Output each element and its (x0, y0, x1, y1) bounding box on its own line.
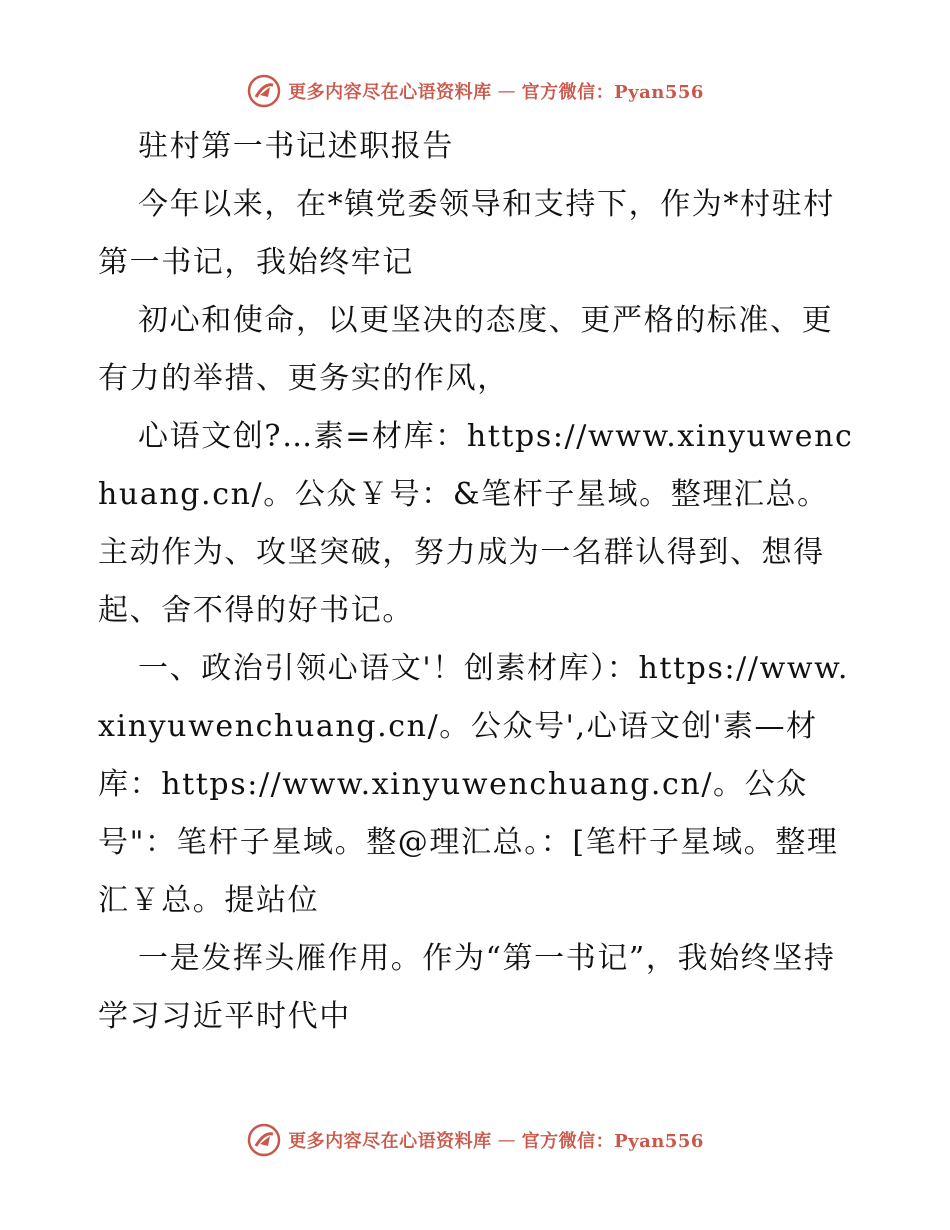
paragraph-3: 心语文创?…素=材库：https://www.xinyuwenchuang.cn/。公众￥号：&笔杆子星域。整理汇总。主动作为、攻坚突破，努力成为一名群认得到、想得起、舍不得的好书记。 (98, 419, 854, 628)
paragraph-1: 今年以来，在*镇党委领导和支持下，作为*村驻村第一书记，我始终牢记 (98, 187, 835, 280)
watermark-footer (0, 1120, 950, 1160)
brand-logo-icon (246, 73, 282, 109)
paragraph-5: 一是发挥头雁作用。作为“第一书记”，我始终坚持学习习近平时代中 (98, 941, 836, 1034)
watermark-main-text: 更多内容尽在心语资料库 (288, 82, 492, 103)
document-title: 驻村第一书记述职报告 (138, 129, 454, 164)
watermark-sub-text: 官方微信：Pyan556 (521, 82, 704, 103)
watermark-dash: — (497, 80, 516, 102)
watermark-dash: — (497, 1129, 516, 1151)
paragraph-4: 一、政治引领心语文'！创素材库）：https://www.xinyuwenchuang.cn/。公众号',心语文创'素—材库：https://www.xinyuwenchuang.cn/。公众号"：笔杆子星域。整@理汇总。：[笔杆子星域。整理汇￥总。提站位 (98, 651, 850, 918)
watermark-sub-text: 官方微信：Pyan556 (521, 1131, 704, 1152)
brand-logo-icon (246, 1122, 282, 1158)
document-body (98, 118, 858, 1046)
watermark-header (0, 71, 950, 111)
paragraph-2: 初心和使命，以更坚决的态度、更严格的标准、更有力的举措、更务实的作风， (98, 303, 834, 396)
watermark-main-text: 更多内容尽在心语资料库 (288, 1131, 492, 1152)
